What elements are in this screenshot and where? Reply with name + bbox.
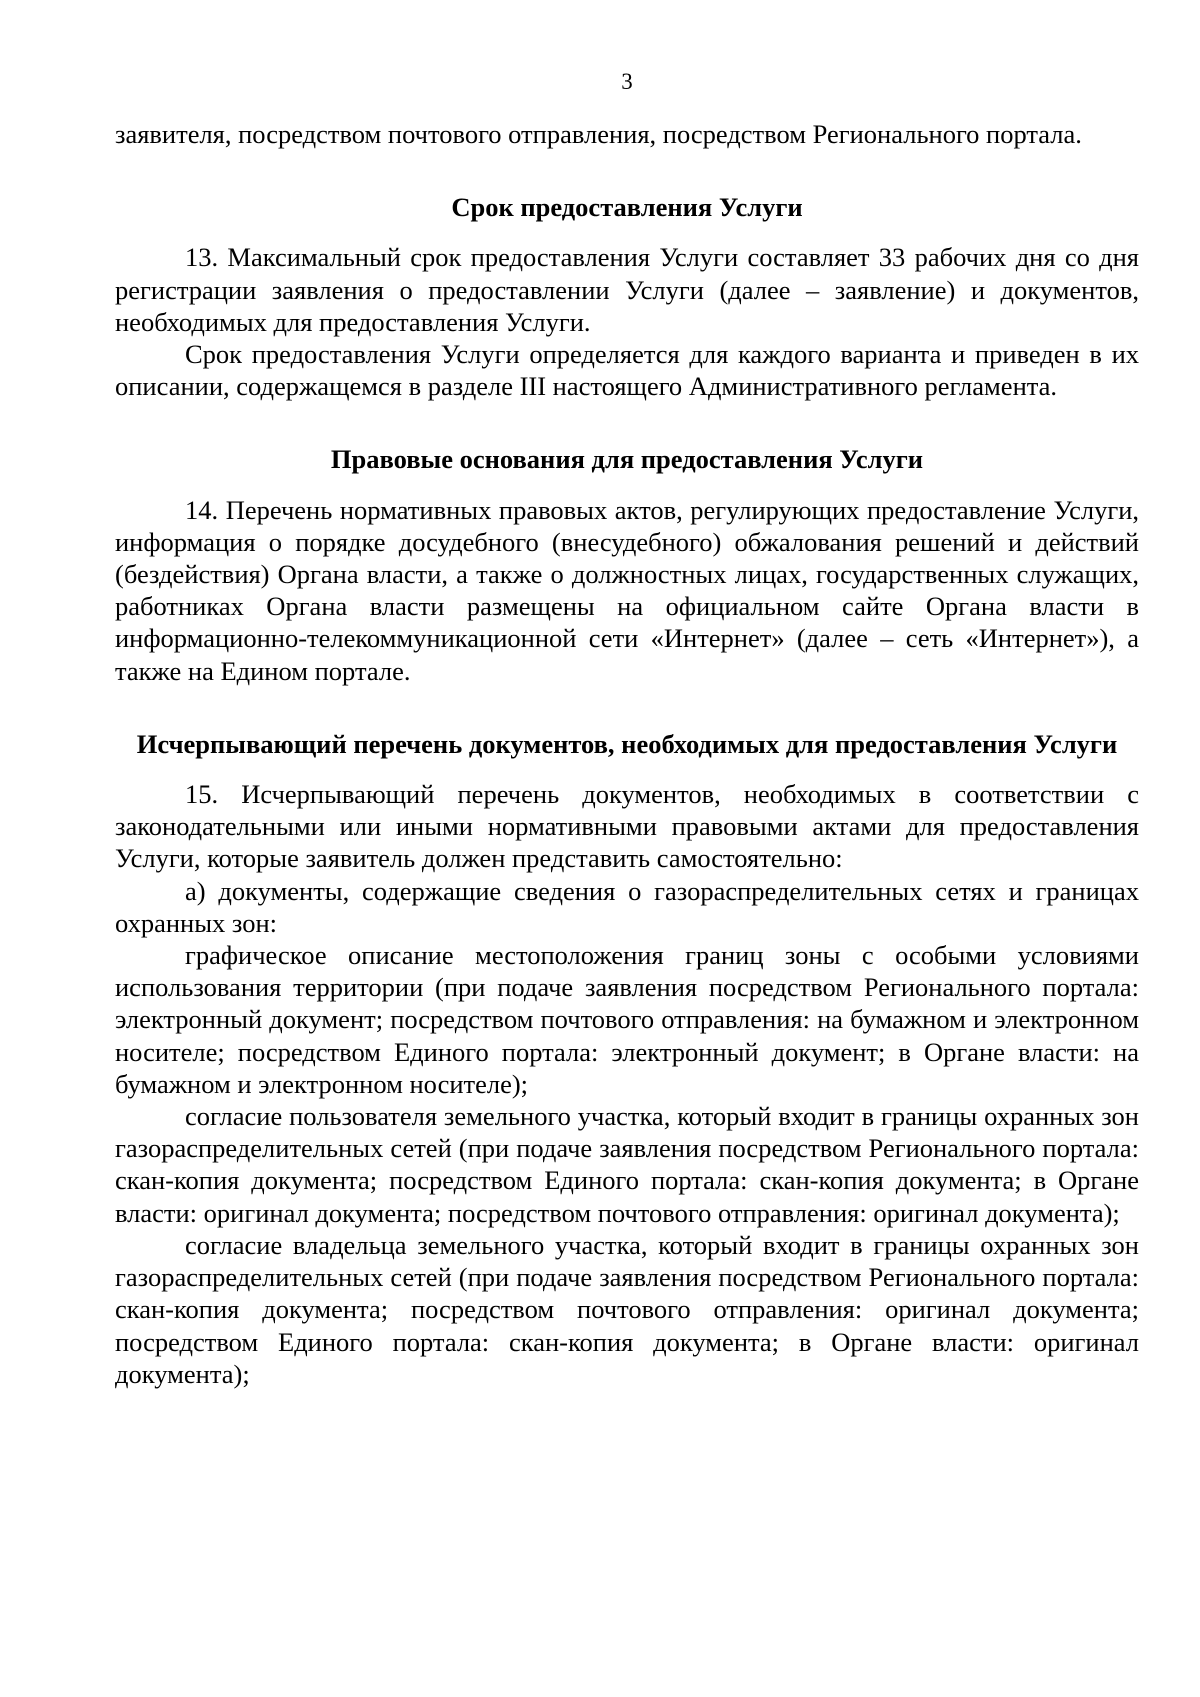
paragraph-user-consent: согласие пользователя земельного участка, который входит в границы охранных зон газораспределительных сетей (при подаче заявления посредством Регионального портала: скан-копия документа; посредством Единого портала: скан-копия документа; в Органе власти: оригинал документа; посредством почтового отправления: оригинал документа); <box>115 1101 1139 1228</box>
page-number: 3 <box>621 69 633 94</box>
paragraph-13: 13. Максимальный срок предоставления Услуги составляет 33 рабочих дня со дня регистрации заявления о предоставлении Услуги (далее – заявление) и документов, необходимых для предоставления Услуги. <box>115 242 1139 337</box>
paragraph-graphic-description: графическое описание местоположения границ зоны с особыми условиями использования территории (при подаче заявления посредством Регионального портала: электронный документ; посредством почтового отправления: на бумажном и электронном носителе; посредством Единого портала: электронный документ; в Органе власти: на бумажном и электронном носителе); <box>115 940 1139 1099</box>
section-heading-legal-basis: Правовые основания для предоставления Услуги <box>330 444 924 475</box>
section-heading-term: Срок предоставления Услуги <box>451 192 803 223</box>
paragraph-15: 15. Исчерпывающий перечень документов, необходимых в соответствии с законодательными или иными нормативными правовыми актами для предоставления Услуги, которые заявитель должен представить самостоятельно: <box>115 779 1139 874</box>
paragraph-13-term-note: Срок предоставления Услуги определяется для каждого варианта и приведен в их описании, содержащемся в разделе III настоящего Административного регламента. <box>115 339 1139 402</box>
paragraph-15-a: а) документы, содержащие сведения о газораспределительных сетях и границах охранных зон: <box>115 875 1139 938</box>
paragraph-owner-consent: согласие владельца земельного участка, который входит в границы охранных зон газораспределительных сетей (при подаче заявления посредством Регионального портала: скан-копия документа; посредством почтового отправления: оригинал документа; посредством Единого портала: скан-копия документа; в Органе власти: оригинал документа); <box>115 1229 1139 1389</box>
intro-paragraph: заявителя, посредством почтового отправления, посредством Регионального портала. <box>115 119 1082 149</box>
document-body <box>115 118 1139 1390</box>
section-heading-documents: Исчерпывающий перечень документов, необходимых для предоставления Услуги <box>136 728 1118 759</box>
paragraph-14: 14. Перечень нормативных правовых актов, регулирующих предоставление Услуги, информация о порядке досудебного (внесудебного) обжалования решений и действий (бездействия) Органа власти, а также о должностных лицах, государственных служащих, работниках Органа власти размещены на официальном сайте Органа власти в информационно-телекоммуникационной сети «Интернет» (далее – сеть «Интернет»), а также на Едином портале. <box>115 494 1139 686</box>
